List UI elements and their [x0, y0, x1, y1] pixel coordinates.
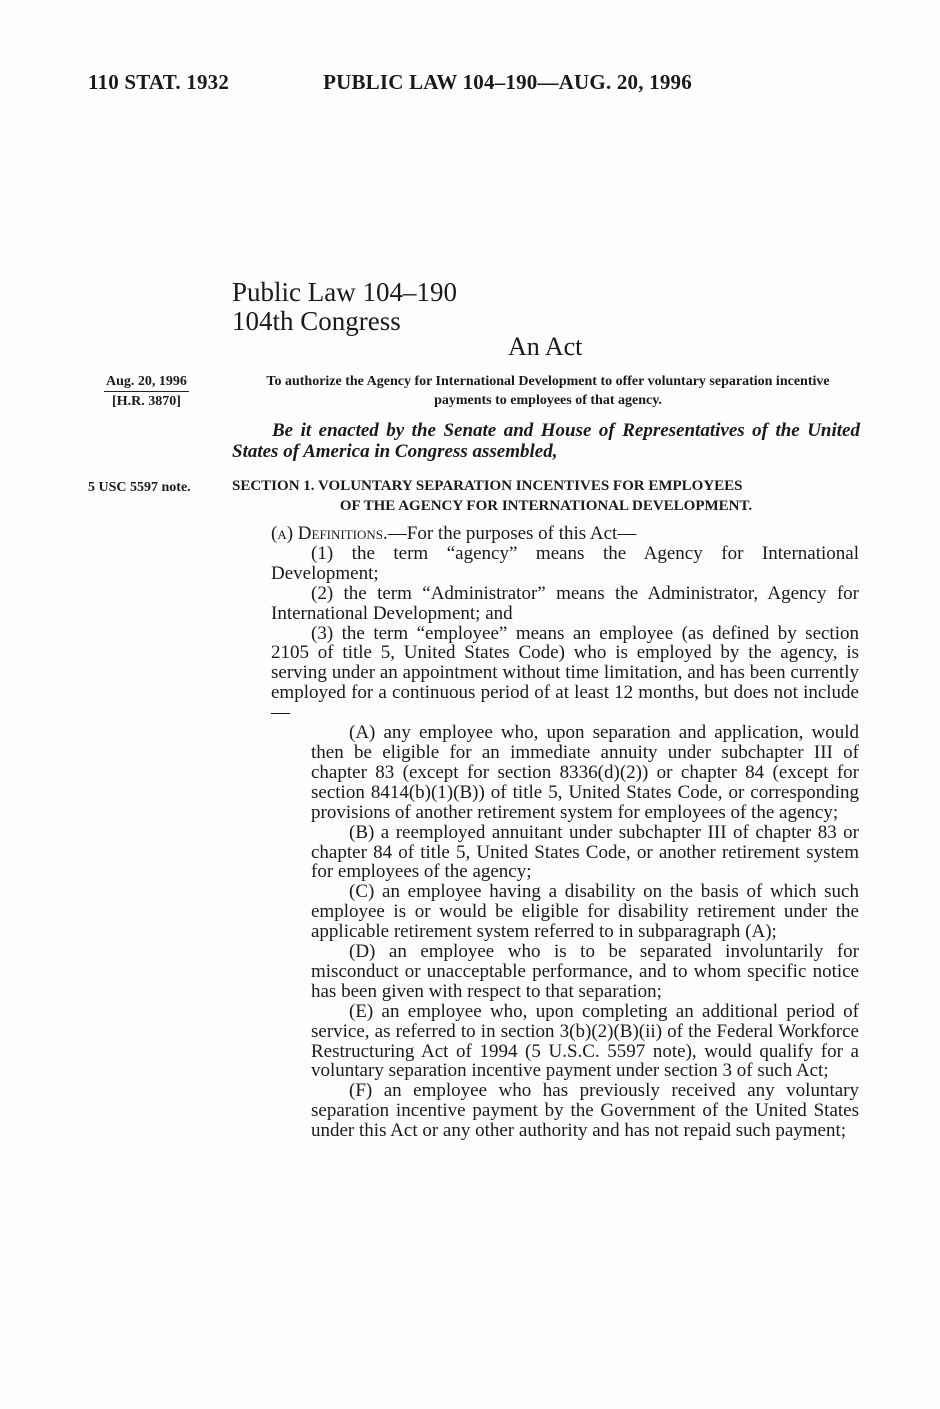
paragraph-2: (2) the term “Administrator” means the Administrator, Agency for International Development; and	[271, 582, 859, 624]
usc-margin-note: 5 USC 5597 note.	[88, 480, 191, 495]
section-body	[271, 524, 859, 1141]
subsection-a-label: (a) Definitions.	[271, 523, 388, 544]
paragraph-1: (1) the term “agency” means the Agency for International Development;	[271, 542, 859, 584]
section-heading	[232, 476, 860, 516]
law-title-block	[232, 278, 457, 336]
margin-date-note	[104, 372, 189, 411]
subsection-a-intro: —For the purposes of this Act—	[387, 523, 637, 544]
public-law-number: Public Law 104–190	[232, 277, 457, 307]
enactment-date: Aug. 20, 1996	[104, 372, 189, 392]
subparagraph-d: (D) an employee who is to be separated involuntarily for misconduct or unacceptable performance, and to whom specific notice has been given with respect to that separation;	[311, 941, 859, 1002]
subsection-a	[271, 524, 859, 544]
congress-label: 104th Congress	[232, 306, 401, 336]
section-heading-line2: OF THE AGENCY FOR INTERNATIONAL DEVELOPMENT.	[339, 498, 753, 514]
bill-number: [H.R. 3870]	[112, 394, 181, 409]
subparagraph-a: (A) any employee who, upon separation and application, would then be eligible for an immediate annuity under subchapter III of chapter 83 (except for section 8336(d)(2)) or chapter 84 (except for section 8414(b)(1)(B)) of title 5, United States Code, or corresponding provisions of another retirement system for employees of the agency;	[311, 722, 859, 823]
subparagraph-f: (F) an employee who has previously received any voluntary separation incentive payment by the Government of the United States under this Act or any other authority and has not repaid such payment;	[311, 1080, 859, 1142]
page-reference: 110 STAT. 1932	[88, 70, 230, 94]
subparagraph-e: (E) an employee who, upon completing an additional period of service, as referred to in section 3(b)(2)(B)(ii) of the Federal Workforce Restructuring Act of 1994 (5 U.S.C. 5597 note), would qualify for a voluntary separation incentive payment under section 3 of such Act;	[311, 1000, 859, 1082]
section-heading-line1: SECTION 1. VOLUNTARY SEPARATION INCENTIVES FOR EMPLOYEES	[232, 478, 743, 494]
an-act-heading: An Act	[508, 332, 583, 361]
subparagraph-b: (B) a reemployed annuitant under subchapter III of chapter 83 or chapter 84 of title 5, United States Code, or another retirement system for employees of the agency;	[311, 821, 859, 883]
running-head-title: PUBLIC LAW 104–190—AUG. 20, 1996	[323, 70, 692, 94]
running-head	[88, 70, 692, 95]
subparagraph-c: (C) an employee having a disability on the basis of which such employee is or would be eligible for disability retirement under the applicable retirement system referred to in subparagraph (A);	[311, 881, 859, 943]
paragraph-3: (3) the term “employee” means an employee (as defined by section 2105 of title 5, United States Code) who is employed by the agency, is serving under an appointment without time limitation, and has been currently employed for a continuous period of at least 12 months, but does not include—	[271, 622, 859, 724]
purpose-statement: To authorize the Agency for International Development to offer voluntary separation incentive payments to employees of that agency.	[266, 374, 830, 408]
enacting-clause: Be it enacted by the Senate and House of Representatives of the United States of America in Congress assembled,	[232, 420, 860, 462]
